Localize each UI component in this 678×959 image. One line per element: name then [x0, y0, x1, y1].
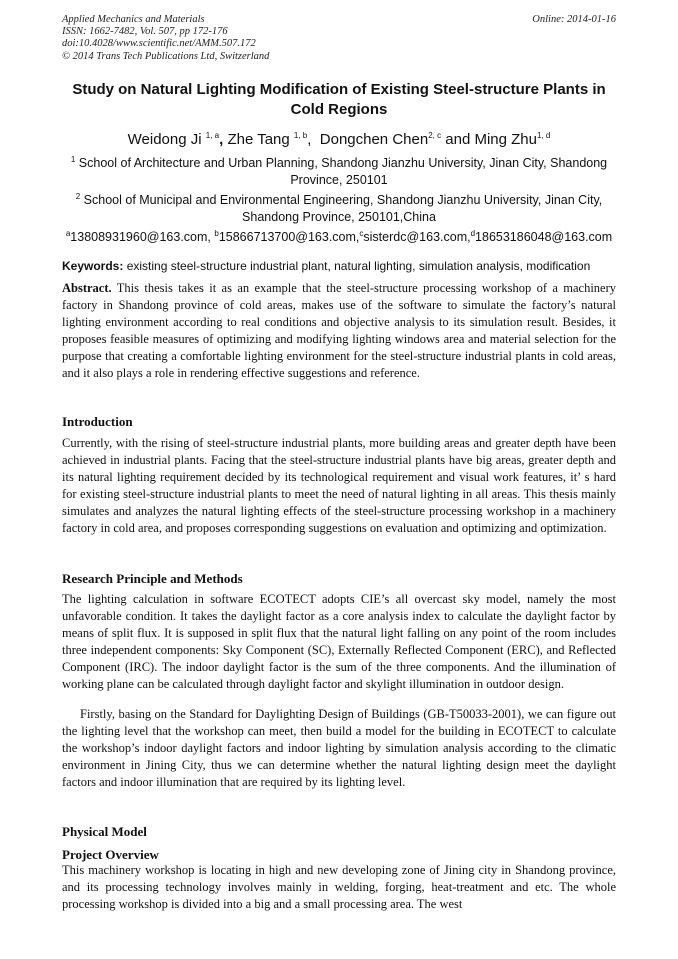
email-sup: b [214, 228, 219, 238]
copyright-line: © 2014 Trans Tech Publications Ltd, Switzerland [62, 50, 270, 62]
author-sup: 2, c [428, 131, 442, 140]
email-address[interactable]: 13808931960@163.com [70, 230, 208, 244]
section-heading-physical-model: Physical Model [62, 824, 147, 839]
author-sup: 1, a [205, 131, 220, 140]
email-sup: c [359, 228, 364, 238]
paper-title: Study on Natural Lighting Modification of Existing Steel-structure Plants in Cold Regions [72, 81, 606, 118]
affiliation-2 [62, 192, 616, 226]
author-name: Weidong Ji [127, 131, 202, 148]
author-sup: 1, d [537, 131, 551, 140]
research-paragraph-2: Firstly, basing on the Standard for Daylighting Design of Buildings (GB-T50033-2001), we can figure out the lighting level that the workshop can meet, then build a model for the building in ECOTECT to calculate the workshop’s indoor daylight factors and indoor lighting by simulation analysis according to the climatic environment in Jining City, thus we can determine whether the natural lighting design meet the daylight factors and indoor illumination that are required by its lighting level. [62, 707, 616, 789]
section-heading-introduction: Introduction [62, 414, 133, 429]
research-paragraph-1: The lighting calculation in software ECOTECT adopts CIE’s all overcast sky model, namely the most unfavorable condition. It takes the daylight factor as a core analysis index to calculate the daylight factor by means of split flux. It is supposed in split flux that the natural light falling on any point of the room includes three independent components: Sky Component (SC), Externally Reflected Component (ERC), and Reflected Component (IRC). The indoor daylight factor is the sum of the three components. And the illumination of working plane can be calculated through daylight factor and skylight illumination in outdoor design. [62, 592, 616, 691]
project-overview-paragraph: This machinery workshop is locating in high and new developing zone of Jining city in Shandong province, and its processing technology involves mainly in welding, forging, heat-treatment and etc. The whole processing workshop is divided into a big and a small processing area. The west [62, 863, 616, 911]
section-heading-research: Research Principle and Methods [62, 571, 243, 586]
email-list: $^a$13808931960@163.com, $^b$15866713700@163.com,$^c$sisterdc@163.com,$^d$18653186048@163.com [65, 228, 613, 244]
affiliation-text: School of Municipal and Environmental Engineering, Shandong Jianzhu University, Jinan City, Shandong Province, 250101,China [83, 193, 603, 224]
affiliation-text: School of Architecture and Urban Planning, Shandong Jianzhu University, Jinan City, Shandong Province, 250101 [78, 156, 608, 187]
affiliation-1 [62, 155, 616, 189]
email-address[interactable]: 18653186048@163.com [475, 230, 613, 244]
online-date: Online: 2014-01-16 [532, 14, 616, 25]
abstract-text: This thesis takes it as an example that the steel-structure processing workshop of a machinery factory in Shandong province of cold areas, makes use of the software to simulate the factory’s natural lighting environment according to real conditions and objective analysis to its simulation result. Besides, it proposes feasible measures of optimizing and modifying lighting windows area and material selection for the purpose that creating a comfortable lighting environment for the steel-structure industrial plants in cold areas, and it also plays a role in rendering effective suggestions and reference. [62, 281, 616, 380]
affiliation-sup: 2 [75, 191, 81, 201]
author-list: Weidong Ji $^{1, a}$, Zhe Tang $^{1, b}$, Dongchen Chen$^{2, c}$ and Ming Zhu$^{1, d}$ [127, 131, 551, 148]
abstract-label: Abstract. [62, 281, 112, 295]
author-name: Ming Zhu [474, 131, 537, 148]
subsection-heading-project-overview: Project Overview [62, 847, 159, 862]
author-name: Dongchen Chen [319, 131, 429, 148]
email-address[interactable]: sisterdc@163.com [363, 230, 468, 244]
email-sup: a [65, 228, 71, 238]
keywords-text: existing steel-structure industrial plant, natural lighting, simulation analysis, modification [126, 259, 591, 273]
introduction-paragraph: Currently, with the rising of steel-structure industrial plants, more building areas and greater depth have been achieved in industrial plants. Facing that the steel-structure industrial plants have big areas, greater depth and its natural lighting requirement decided by its technological requirement and visual work features, it’ s hard for existing steel-structure industrial plants to meet the need of natural lighting in all areas. This thesis mainly simulates and analyzes the natural lighting effects of the steel-structure processing workshop in a machinery factory in cold area, and proposes corresponding suggestions on evaluation and optimizing and optimization. [62, 436, 616, 535]
keywords-label: Keywords: [62, 259, 124, 273]
author-sup: 1, b [293, 131, 308, 140]
issn-line: ISSN: 1662-7482, Vol. 507, pp 172-176 [62, 26, 228, 38]
keywords-line [62, 258, 616, 274]
doi-line[interactable]: doi:10.4028/www.scientific.net/AMM.507.172 [62, 38, 256, 50]
journal-header [62, 14, 616, 63]
abstract-paragraph [62, 280, 616, 382]
journal-name: Applied Mechanics and Materials [62, 14, 205, 25]
author-name: Zhe Tang [227, 131, 290, 148]
email-address[interactable]: 15866713700@163.com [218, 230, 356, 244]
affiliation-sup: 1 [70, 154, 76, 164]
email-sup: d [470, 228, 476, 238]
